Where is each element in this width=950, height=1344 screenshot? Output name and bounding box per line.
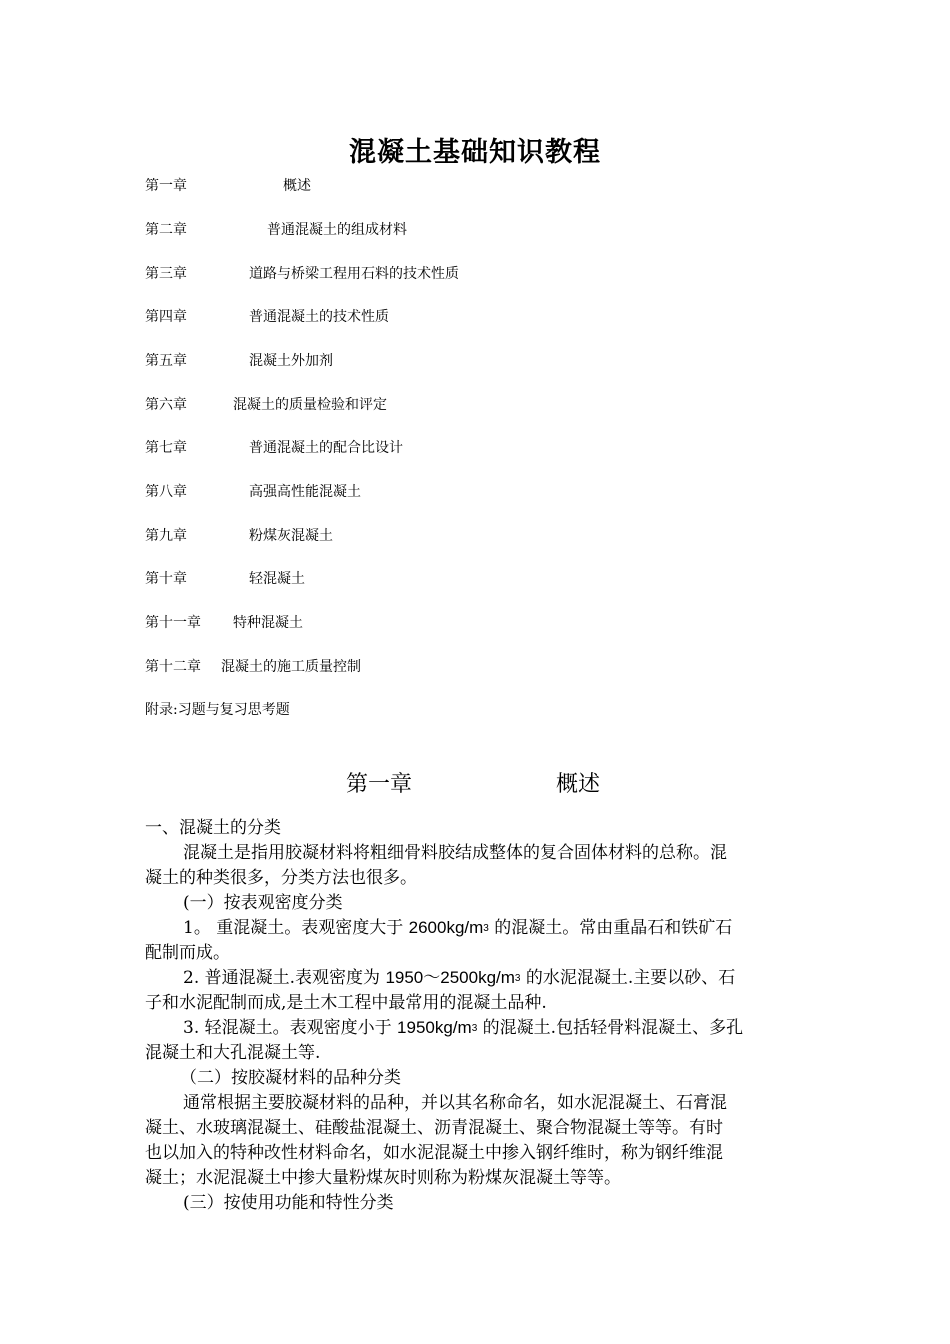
- paragraph-line: 凝土的种类很多，分类方法也很多。: [145, 868, 417, 888]
- toc-chapter-number: 第八章: [145, 484, 187, 500]
- section-heading: 一、混凝土的分类: [145, 818, 281, 838]
- list-item-line: [183, 966, 815, 990]
- item-prefix: 1。 重混凝土。表观密度大于: [183, 918, 409, 938]
- paragraph-line: 混凝土和大孔混凝土等.: [145, 1043, 321, 1063]
- toc-chapter-number: 第九章: [145, 528, 187, 544]
- toc-chapter-title: 普通混凝土的技术性质: [249, 309, 389, 325]
- item-prefix: 3. 轻混凝土。表观密度小于: [183, 1018, 398, 1038]
- paragraph-line: 配制而成。: [145, 943, 230, 963]
- chapter-title: 概述: [556, 772, 601, 797]
- list-item-line: [183, 1016, 815, 1040]
- toc-chapter-title: 混凝土外加剂: [249, 353, 333, 369]
- toc-chapter-title: 高强高性能混凝土: [249, 484, 361, 500]
- toc-chapter-title: 普通混凝土的组成材料: [267, 222, 407, 238]
- toc-chapter-number: 第十章: [145, 571, 187, 587]
- toc-chapter-number: 第一章: [145, 178, 187, 194]
- density-value: 1950～2500kg/m: [385, 968, 515, 987]
- subsection-heading: （二）按胶凝材料的品种分类: [180, 1068, 401, 1088]
- item-suffix: 的混凝土。常由重晶石和铁矿石: [488, 918, 733, 938]
- subsection-heading: (三）按使用功能和特性分类: [183, 1193, 394, 1213]
- list-item-line: [183, 916, 815, 940]
- paragraph-line: 混凝土是指用胶凝材料将粗细骨料胶结成整体的复合固体材料的总称。混: [183, 843, 727, 863]
- paragraph-line: 通常根据主要胶凝材料的品种，并以其名称命名，如水泥混凝土、石膏混: [183, 1093, 727, 1113]
- document-title: 混凝土基础知识教程: [349, 137, 601, 168]
- item-prefix: 2. 普通混凝土.表观密度为: [183, 968, 386, 988]
- toc-chapter-number: 第二章: [145, 222, 187, 238]
- superscript: 3: [471, 1023, 478, 1034]
- toc-chapter-number: 第四章: [145, 309, 187, 325]
- toc-chapter-title: 混凝土的施工质量控制: [221, 659, 361, 675]
- item-suffix: 的水泥混凝土.主要以砂、石: [520, 968, 736, 988]
- toc-chapter-title: 轻混凝土: [249, 571, 305, 587]
- toc-chapter-title: 混凝土的质量检验和评定: [233, 397, 387, 413]
- paragraph-line: 凝土、水玻璃混凝土、硅酸盐混凝土、沥青混凝土、聚合物混凝土等等。有时: [145, 1118, 723, 1138]
- paragraph-line: 子和水泥配制而成,是土木工程中最常用的混凝土品种.: [145, 993, 547, 1013]
- toc-chapter-title: 概述: [283, 178, 311, 194]
- superscript: 3: [483, 923, 489, 934]
- toc-chapter-title: 普通混凝土的配合比设计: [249, 440, 403, 456]
- toc-appendix-label: 附录:习题与复习思考题: [145, 702, 290, 718]
- toc-chapter-number: 第七章: [145, 440, 187, 456]
- toc-chapter-title: 道路与桥梁工程用石料的技术性质: [249, 266, 459, 282]
- item-suffix: 的混凝土.包括轻骨料混凝土、多孔: [477, 1018, 744, 1038]
- toc-chapter-title: 粉煤灰混凝土: [249, 528, 333, 544]
- subsection-heading: (一）按表观密度分类: [183, 893, 343, 913]
- paragraph-line: 也以加入的特种改性材料命名，如水泥混凝土中掺入钢纤维时，称为钢纤维混: [145, 1143, 723, 1163]
- paragraph-line: 凝土；水泥混凝土中掺大量粉煤灰时则称为粉煤灰混凝土等等。: [145, 1168, 621, 1188]
- toc-chapter-number: 第三章: [145, 266, 187, 282]
- chapter-number: 第一章: [346, 772, 413, 797]
- toc-chapter-number: 第六章: [145, 397, 187, 413]
- superscript: 3: [514, 973, 521, 984]
- toc-chapter-number: 第十二章: [145, 659, 201, 675]
- density-value: 2600kg/m: [408, 918, 484, 937]
- toc-chapter-number: 第十一章: [145, 615, 201, 631]
- toc-chapter-number: 第五章: [145, 353, 187, 369]
- toc-chapter-title: 特种混凝土: [233, 615, 303, 631]
- density-value: 1950kg/m: [397, 1018, 472, 1037]
